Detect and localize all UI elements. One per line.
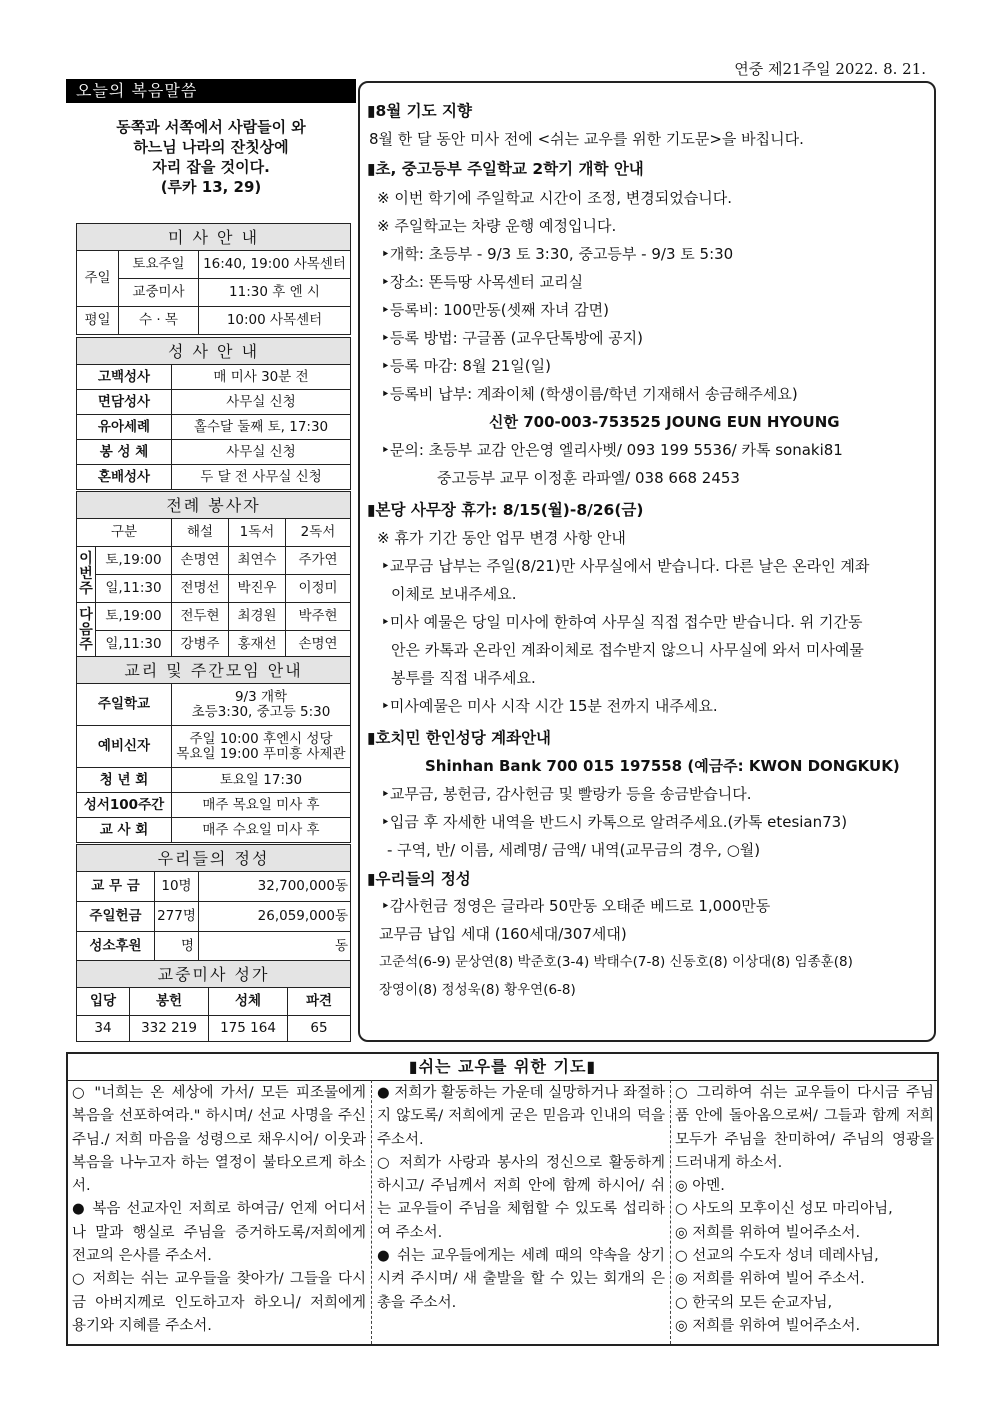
server-name: 전두현 <box>172 603 229 631</box>
server-time: 토,19:00 <box>96 547 172 575</box>
server-name: 홍재선 <box>229 631 286 659</box>
server-name: 전명선 <box>172 575 229 603</box>
notice-line: ‣문의: 초등부 교감 안은영 엘리사벳/ 093 199 5536/ 카톡 sonaki81 <box>381 441 843 459</box>
mass-day: 교중미사 <box>119 279 199 307</box>
hymn-number: 332 219 <box>130 1016 209 1042</box>
prayer-response: ◎ 저희를 위하여 빌어주소서. <box>675 1224 861 1241</box>
server-name: 손명연 <box>172 547 229 575</box>
meeting-name: 교 사 회 <box>77 818 172 843</box>
server-name: 강병주 <box>172 631 229 659</box>
prayer-verse: ○ 사도의 모후이신 성모 마리아님, <box>675 1201 893 1218</box>
sacrament-name: 유아세례 <box>77 415 172 440</box>
sacrament-name: 면담성사 <box>77 390 172 415</box>
mass-day: 수 · 목 <box>119 307 199 335</box>
hymns-title: 교중미사 성가 <box>77 961 351 988</box>
meeting-detail: 목요일 19:00 푸미흥 사제관 <box>176 745 346 762</box>
notice-line: ‣장소: 똔득땅 사목센터 교리실 <box>381 273 584 291</box>
notice-line: ※ 이번 학기에 주일학교 시간이 조정, 변경되었습니다. <box>377 189 733 207</box>
servers-header: 구분 <box>77 519 172 547</box>
column-divider <box>670 1080 671 1344</box>
gospel-heading: 오늘의 복음말씀 <box>66 79 356 103</box>
prayer-response: ◎ 저희를 위하여 빌어주소서. <box>675 1317 861 1334</box>
notice-line: 8월 한 달 동안 미사 전에 <쉬는 교우를 위한 기도문>을 바칩니다. <box>369 130 804 148</box>
offering-name: 교 무 금 <box>77 872 155 902</box>
notice-line: ※ 주일학교는 차량 운행 예정입니다. <box>377 217 617 235</box>
notice-section-title: ▮본당 사무장 휴가: 8/15(월)-8/26(금) <box>367 501 644 519</box>
gospel-line: 하느님 나라의 잔칫상에 <box>133 138 289 156</box>
prayer-column-2 <box>377 1082 665 1315</box>
account-number: Shinhan Bank 700 015 197558 (예금주: KWON DONGKUK) <box>425 757 900 775</box>
meeting-detail: 매주 수요일 미사 후 <box>172 818 351 843</box>
liturgy-servers-table <box>76 491 351 659</box>
offering-count: 277명 <box>155 902 199 932</box>
sacrament-name: 혼배성사 <box>77 465 172 490</box>
servers-header: 해설 <box>172 519 229 547</box>
notice-line: ‣등록비: 100만동(셋째 자녀 감면) <box>381 301 609 319</box>
sacrament-value: 사무실 신청 <box>172 390 351 415</box>
notice-line: 안은 카톡과 온라인 계좌이체로 접수받지 않으니 사무실에 와서 미사예물 <box>391 641 864 659</box>
mass-schedule-title: 미 사 안 내 <box>77 224 351 251</box>
notices-content <box>367 97 933 1004</box>
prayer-verse: ● 복음 선교자인 저희로 하여금/ 언제 어디서나 말과 행실로 주님을 증거하도록/저희에게 전교의 은사를 주소서. <box>72 1201 366 1265</box>
server-name: 박진우 <box>229 575 286 603</box>
offering-title: 우리들의 정성 <box>77 845 351 872</box>
notice-line: 이체로 보내주세요. <box>391 585 517 603</box>
meeting-detail: 초등3:30, 중고등 5:30 <box>191 703 331 720</box>
notice-section-title: ▮호치민 한인성당 계좌안내 <box>367 729 552 747</box>
server-time: 일,11:30 <box>96 575 172 603</box>
meeting-name: 주일학교 <box>77 684 172 726</box>
hymn-number: 65 <box>288 1016 351 1042</box>
sacrament-value: 두 달 전 사무실 신청 <box>172 465 351 490</box>
sacrament-value: 사무실 신청 <box>172 440 351 465</box>
prayer-verse: ● 저희가 활동하는 가운데 실망하거나 좌절하지 않도록/ 저희에게 굳은 믿음과 인내의 덕을 주소서. <box>377 1085 665 1148</box>
account-number: 신한 700-003-753525 JOUNG EUN HYOUNG <box>489 413 840 431</box>
prayer-verse: ● 쉬는 교우들에게는 세례 때의 약속을 상기시켜 주시며/ 새 출발을 할 수 있는 회개의 은총을 주소서. <box>377 1248 665 1311</box>
servers-title: 전례 봉사자 <box>77 492 351 519</box>
prayer-title: ▮쉬는 교우를 위한 기도▮ <box>68 1054 937 1081</box>
week-label: 다음주 <box>77 603 96 659</box>
notice-line: ‣미사예물은 미사 시작 시간 15분 전까지 내주세요. <box>381 697 718 715</box>
notice-line: ‣등록 마감: 8월 21일(일) <box>381 357 551 375</box>
meeting-name: 성서100주간 <box>77 793 172 818</box>
meeting-name: 예비신자 <box>77 726 172 768</box>
meeting-detail: 9/3 개학 <box>234 688 288 705</box>
sacrament-title: 성 사 안 내 <box>77 338 351 365</box>
notice-line: ‣등록비 납부: 계좌이체 (학생이름/학년 기재해서 송금해주세요) <box>381 385 798 403</box>
notice-section-title: ▮초, 중고등부 주일학교 2학기 개학 안내 <box>367 160 644 178</box>
notice-line: ‣미사 예물은 당일 미사에 한하여 사무실 직접 접수만 받습니다. 위 기간동 <box>381 613 863 631</box>
offering-count: 10명 <box>155 872 199 902</box>
server-name: 손명연 <box>286 631 351 659</box>
server-name: 최연수 <box>229 547 286 575</box>
server-time: 토,19:00 <box>96 603 172 631</box>
notice-line: 중고등부 교무 이정훈 라파엘/ 038 668 2453 <box>437 469 740 487</box>
hymn-header: 파견 <box>288 988 351 1016</box>
hymn-header: 봉헌 <box>130 988 209 1016</box>
gospel-line: 동쪽과 서쪽에서 사람들이 와 <box>116 118 306 136</box>
gospel-reference: (루카 13, 29) <box>160 178 262 196</box>
prayer-column-1 <box>72 1082 366 1338</box>
mass-schedule-table <box>76 223 351 335</box>
prayer-column-3 <box>675 1082 934 1338</box>
offering-name: 성소후원 <box>77 932 155 962</box>
notice-line: 고준석(6-9) 문상연(8) 박준호(3-4) 박태수(7-8) 신동호(8) 이상대(8) 임종훈(8) <box>379 954 853 970</box>
hymn-header: 입당 <box>77 988 130 1016</box>
notice-line: - 구역, 반/ 이름, 세례명/ 금액/ 내역(교무금의 경우, ○월) <box>387 841 761 859</box>
mass-time: 11:30 후 엔 시 <box>199 279 351 307</box>
mass-time: 10:00 사목센터 <box>199 307 351 335</box>
server-name: 주가연 <box>286 547 351 575</box>
offering-count: 명 <box>155 932 199 962</box>
meetings-table <box>76 656 351 843</box>
server-name: 최경원 <box>229 603 286 631</box>
meetings-title: 교리 및 주간모임 안내 <box>77 657 351 684</box>
prayer-response: ◎ 저희를 위하여 빌어 주소서. <box>675 1271 865 1288</box>
server-name: 박주현 <box>286 603 351 631</box>
notice-line: ‣등록 방법: 구글폼 (교우단톡방에 공지) <box>381 329 644 347</box>
meeting-detail: 매주 목요일 미사 후 <box>172 793 351 818</box>
notice-section-title: ▮8월 기도 지향 <box>367 102 472 120</box>
offering-name: 주일헌금 <box>77 902 155 932</box>
notice-line: ‣감사헌금 정영은 글라라 50만동 오태준 베드로 1,000만동 <box>381 897 771 915</box>
hymn-number: 34 <box>77 1016 130 1042</box>
prayer-response: ◎ 아멘. <box>675 1178 725 1195</box>
notice-line: ‣입금 후 자세한 내역을 반드시 카톡으로 알려주세요.(카톡 etesian73) <box>381 813 848 831</box>
sunday-label: 주일 <box>77 251 119 307</box>
notice-line: 봉투를 직접 내주세요. <box>391 669 536 687</box>
meeting-detail: 주일 10:00 후엔시 성당 <box>189 730 333 747</box>
hymns-table <box>76 960 351 1042</box>
mass-day: 토요주일 <box>119 251 199 279</box>
server-name: 이정미 <box>286 575 351 603</box>
column-divider <box>371 1080 372 1344</box>
sacrament-value: 매 미사 30분 전 <box>172 365 351 390</box>
offering-table <box>76 844 351 962</box>
prayer-verse: ○ 선교의 수도자 성녀 데레사님, <box>675 1248 879 1265</box>
bulletin-date: 연중 제21주일 2022. 8. 21. <box>734 60 926 78</box>
servers-header: 1독서 <box>229 519 286 547</box>
mass-time: 16:40, 19:00 사목센터 <box>199 251 351 279</box>
weekday-label: 평일 <box>77 307 119 335</box>
sacrament-table <box>76 337 351 490</box>
meeting-detail: 토요일 17:30 <box>172 768 351 793</box>
gospel-line: 자리 잡을 것이다. <box>152 158 270 176</box>
prayer-verse: ○ 한국의 모든 순교자님, <box>675 1294 833 1311</box>
server-time: 일,11:30 <box>96 631 172 659</box>
offering-amount: 32,700,000동 <box>199 872 351 902</box>
notice-line: 장영이(8) 정성욱(8) 황우연(6-8) <box>379 982 576 998</box>
notice-line: ‣개학: 초등부 - 9/3 토 3:30, 중고등부 - 9/3 토 5:30 <box>381 245 734 263</box>
offering-amount: 26,059,000동 <box>199 902 351 932</box>
offering-amount: 동 <box>199 932 351 962</box>
sacrament-value: 홀수달 둘째 토, 17:30 <box>172 415 351 440</box>
notice-line: 교무금 납입 세대 (160세대/307세대) <box>379 925 627 943</box>
gospel-verse <box>76 117 346 197</box>
prayer-verse: ○ 저희는 쉬는 교우들을 찾아가/ 그들을 다시금 아버지께로 인도하고자 하오니/ 저희에게 용기와 지혜를 주소서. <box>72 1271 366 1334</box>
week-label: 이번주 <box>77 547 96 603</box>
hymn-number: 175 164 <box>209 1016 288 1042</box>
notice-line: ※ 휴가 기간 동안 업무 변경 사항 안내 <box>377 529 626 547</box>
prayer-verse: ○ "너희는 온 세상에 가서/ 모든 피조물에게 복음을 선포하여라." 하시며/ 선교 사명을 주신 주님./ 저희 마음을 성령으로 채우시어/ 이웃과 복음을 나누고자 하는 열정이 불타오르게 하소서. <box>72 1085 366 1195</box>
prayer-verse: ○ 그리하여 쉬는 교우들이 다시금 주님 품 안에 돌아옴으로써/ 그들과 함께 저희 모두가 주님을 찬미하여/ 주님의 영광을 드러내게 하소서. <box>675 1085 934 1171</box>
prayer-verse: ○ 저희가 사랑과 봉사의 정신으로 활동하게 하시고/ 주님께서 저희 안에 함께 하시어/ 쉬는 교우들이 주님을 체험할 수 있도록 섭리하여 주소서. <box>377 1154 665 1241</box>
notice-section-title: ▮우리들의 정성 <box>367 870 471 888</box>
hymn-header: 성체 <box>209 988 288 1016</box>
notice-line: ‣교무금 납부는 주일(8/21)만 사무실에서 받습니다. 다른 날은 온라인 계좌 <box>381 557 870 575</box>
meeting-name: 청 년 회 <box>77 768 172 793</box>
servers-header: 2독서 <box>286 519 351 547</box>
sacrament-name: 봉 성 체 <box>77 440 172 465</box>
notice-line: ‣교무금, 봉헌금, 감사헌금 및 빨랑카 등을 송금받습니다. <box>381 785 752 803</box>
sacrament-name: 고백성사 <box>77 365 172 390</box>
